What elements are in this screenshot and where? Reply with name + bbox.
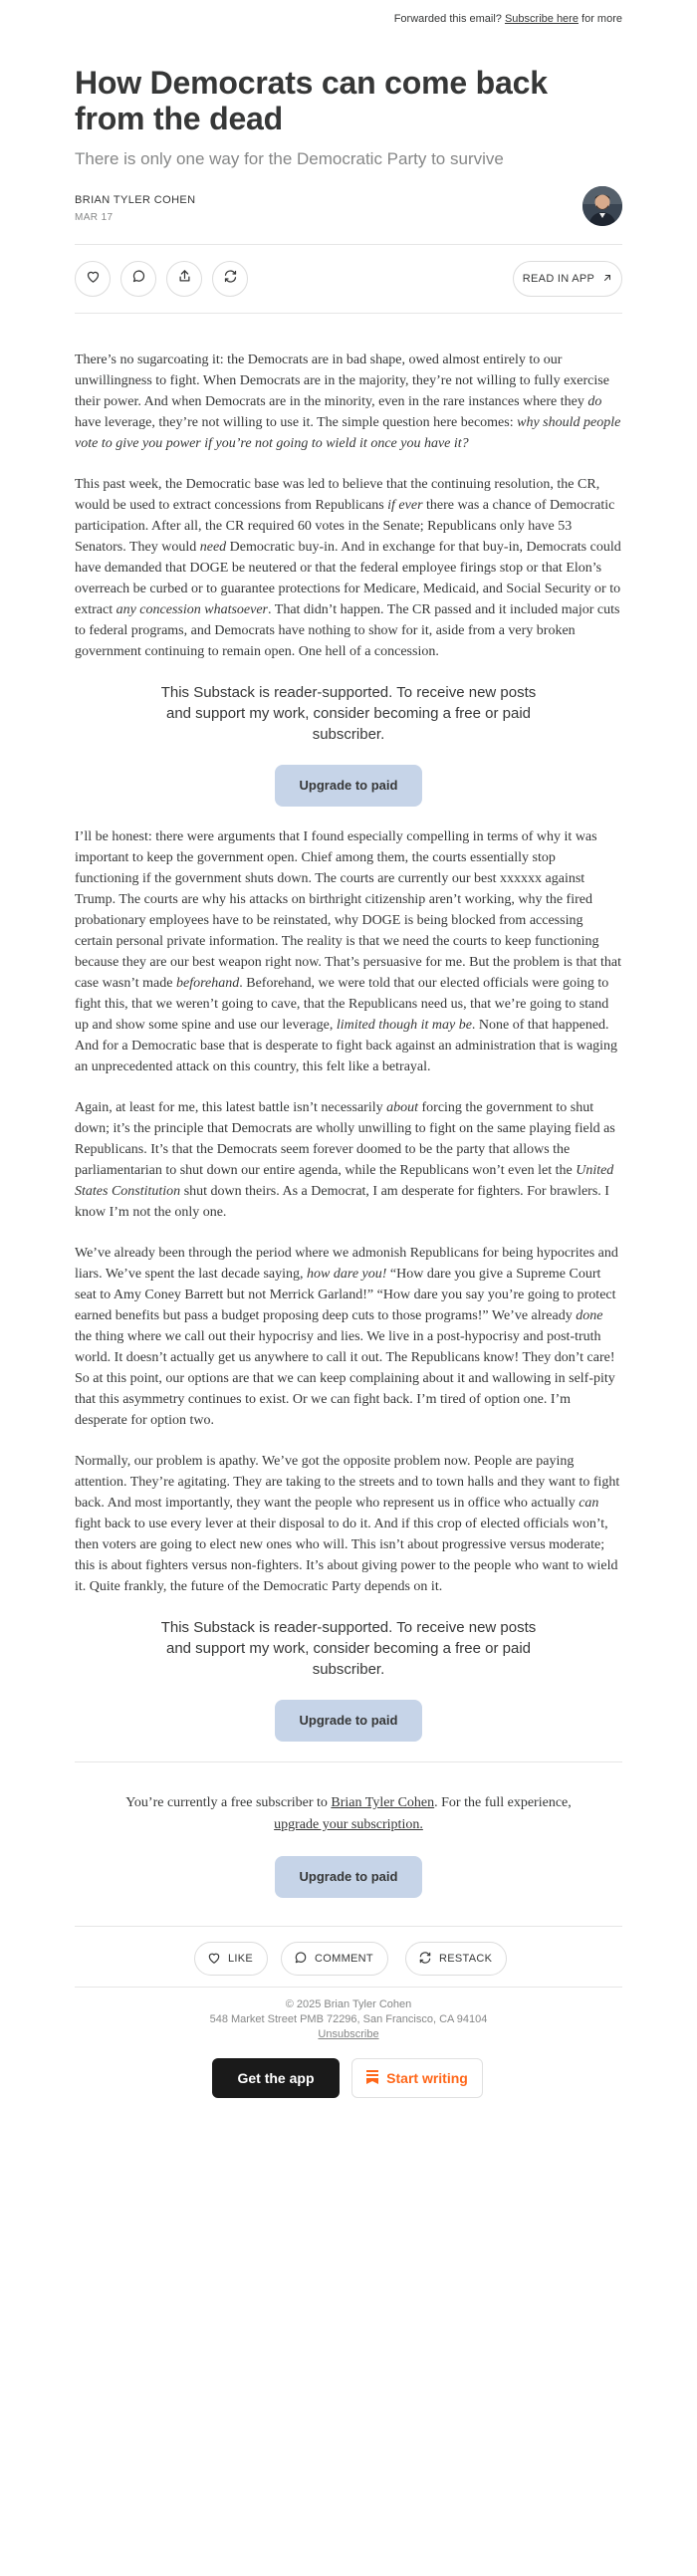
restack-pill-button[interactable]	[405, 1942, 507, 1976]
comment-icon	[294, 1951, 308, 1968]
footer-copyright: © 2025 Brian Tyler Cohen	[285, 1998, 412, 2010]
subscribe-cta	[75, 682, 622, 807]
post-title[interactable]: How Democrats can come back from the dead	[75, 65, 548, 136]
read-in-app-button[interactable]	[513, 261, 622, 297]
share-icon	[177, 269, 192, 289]
forwarded-text: Forwarded this email?	[393, 13, 502, 25]
like-pill-button[interactable]	[194, 1942, 268, 1976]
forwarded-bar	[75, 0, 622, 31]
comment-label: COMMENT	[315, 1953, 373, 1965]
email-container	[75, 0, 622, 2102]
cta-text: This Substack is reader-supported. To receive new posts and support my work, consider becoming a free or paid subscriber.	[160, 684, 537, 743]
paragraph-5: We’ve already been through the period where we admonish Republicans for being hypocrites and liars. We’ve spent the last decade saying, how dare you! “How dare you give a Supreme Court seat to Amy Coney Barrett but not Merrick Garland!” “How dare you say you’re going to protect earned benefits but pass a budget proposing deep cuts to those programs!” We’ve already done the thing where we call out their hypocrisy and lies. We live in a post-hypocrisy and post-truth world. It doesn’t actually get us anywhere to call it out. The Republicans know! They don’t care! So at this point, our options are that we can keep complaining about it and wallowing in self-pity that this asymmetry continues to exist. Or we can fight back. I’m tired of option one. I’m desperate for option two.	[75, 1246, 618, 1428]
comment-pill-button[interactable]	[281, 1942, 388, 1976]
start-writing-label: Start writing	[386, 2070, 468, 2086]
paragraph-6: Normally, our problem is apathy. We’ve got the opposite problem now. People are paying attention. They’re agitating. They are taking to the streets and to town halls and they want to fight back. And most importantly, they want the people who represent us in office who actually can fight back to use every lever at their disposal to do it. And if this crop of elected officials won’t, then voters are going to elect new ones who will. This isn’t about progressive versus moderate; this is about fighters versus non-fighters. It’s about giving power to the people who want to wield it. Quite frankly, the future of the Democratic Party depends on it.	[75, 1454, 620, 1594]
subscriber-cta	[75, 1836, 622, 1898]
post-subtitle: There is only one way for the Democratic Party to survive	[75, 149, 504, 168]
bottom-action-bar	[75, 1926, 622, 1988]
restack-icon	[223, 269, 238, 289]
unsubscribe-link[interactable]: Unsubscribe	[318, 2028, 379, 2040]
get-the-app-button[interactable]: Get the app	[212, 2058, 340, 2098]
paragraph-3: I’ll be honest: there were arguments that I found especially compelling in terms of why it was important to keep the government open. Chief among them, the courts essentially stop functioning if the government shuts down. The courts are currently our best xxxxxx against Trump. The courts are why his attacks on birthright citizenship aren’t working, why the fired probationary employees have to be reinstated, why DOGE is being blocked from accessing certain personal private information. The reality is that we need the courts to keep functioning because they are our best weapon right now. That’s persuasive for me. But the problem is that that case wasn’t made beforehand. Beforehand, we were told that our elected officials were going to fight this, that we weren’t going to cave, that the Republicans need us, that we’re going to stand up and show some spine and use our leverage, limited though it may be. None of that happened. And for a Democratic base that is desperate to fight back against an administration that is waging an unprecedented attack on this country, this felt like a betrayal.	[75, 829, 621, 1074]
upgrade-to-paid-button[interactable]: Upgrade to paid	[275, 1856, 422, 1898]
heart-icon	[207, 1951, 221, 1968]
comment-button[interactable]	[120, 261, 156, 297]
read-in-app-label: READ IN APP	[522, 273, 595, 285]
subscriber-notice: You’re currently a free subscriber to Brian Tyler Cohen. For the full experience, upgrade your subscription.	[125, 1795, 572, 1832]
footer-address: 548 Market Street PMB 72296, San Francisco, CA 94104	[209, 2013, 488, 2025]
cta-text: This Substack is reader-supported. To receive new posts and support my work, consider becoming a free or paid subscriber.	[160, 1619, 537, 1678]
restack-button[interactable]	[212, 261, 248, 297]
share-button[interactable]	[166, 261, 202, 297]
comment-icon	[131, 269, 146, 289]
like-label: LIKE	[228, 1953, 254, 1965]
subscribe-here-link[interactable]: Subscribe here	[504, 13, 579, 25]
forwarded-suffix: for more	[581, 13, 622, 25]
author-name[interactable]: BRIAN TYLER COHEN	[75, 194, 196, 206]
avatar[interactable]	[582, 186, 622, 226]
restack-icon	[418, 1951, 432, 1968]
post-date: MAR 17	[75, 212, 114, 223]
paragraph-2: This past week, the Democratic base was led to believe that the continuing resolution, the CR, would be used to extract concessions from Republicans if ever there was a chance of Democratic participation. After all, the CR required 60 votes in the Senate; Republicans only have 53 Senators. They would need Democratic buy-in. And in exchange for that buy-in, Democrats could have demanded that DOGE be neutered or that the federal employee firings stop or that Elon’s overreach be curbed or to guarantee protections for Medicare, Medicaid, and Social Security or to extract any concession whatsoever. That didn’t happen. The CR passed and it included major cuts to federal programs, and Democrats have nothing to show for it, aside from a very broken government continuing to remain open. One hell of a concession.	[75, 477, 621, 659]
subscribe-cta-2	[75, 1617, 622, 1742]
like-button[interactable]	[75, 261, 111, 297]
author-link[interactable]: Brian Tyler Cohen	[331, 1795, 435, 1810]
heart-icon	[86, 269, 101, 289]
post-body	[75, 350, 622, 1742]
post-action-bar	[75, 244, 622, 314]
paragraph-4: Again, at least for me, this latest battle isn’t necessarily about forcing the government to shut down; it’s the principle that Democrats are wholly unwilling to fight on the same playing field as Republicans. It’s that the Democrats seem forever doomed to be the party that allows the parliamentarian to shut down our entire agenda, while the Republicans won’t even let the United States Constitution shut down theirs. As a Democrat, I am desperate for fighters. For brawlers. I know I’m not the only one.	[75, 1100, 615, 1220]
footer	[75, 1988, 622, 2042]
byline	[75, 186, 622, 236]
upgrade-to-paid-button[interactable]: Upgrade to paid	[275, 765, 422, 807]
paragraph-1: There’s no sugarcoating it: the Democrats are in bad shape, owed almost entirely to our unwillingness to fight. When Democrats are in the majority, they’re not willing to fully exercise their power. And when Democrats are in the minority, even in the rare instances where they do have leverage, they’re not willing to use it. The simple question here becomes: why should people vote to give you power if you’re not going to wield it once you have it?	[75, 352, 621, 451]
upgrade-subscription-link[interactable]: upgrade your subscription.	[274, 1817, 423, 1832]
upgrade-to-paid-button[interactable]: Upgrade to paid	[275, 1700, 422, 1742]
start-writing-button[interactable]	[351, 2058, 483, 2098]
arrow-up-right-icon	[602, 273, 612, 286]
substack-logo-icon	[366, 2070, 378, 2087]
footer-buttons	[75, 2058, 622, 2102]
restack-label: RESTACK	[439, 1953, 493, 1965]
